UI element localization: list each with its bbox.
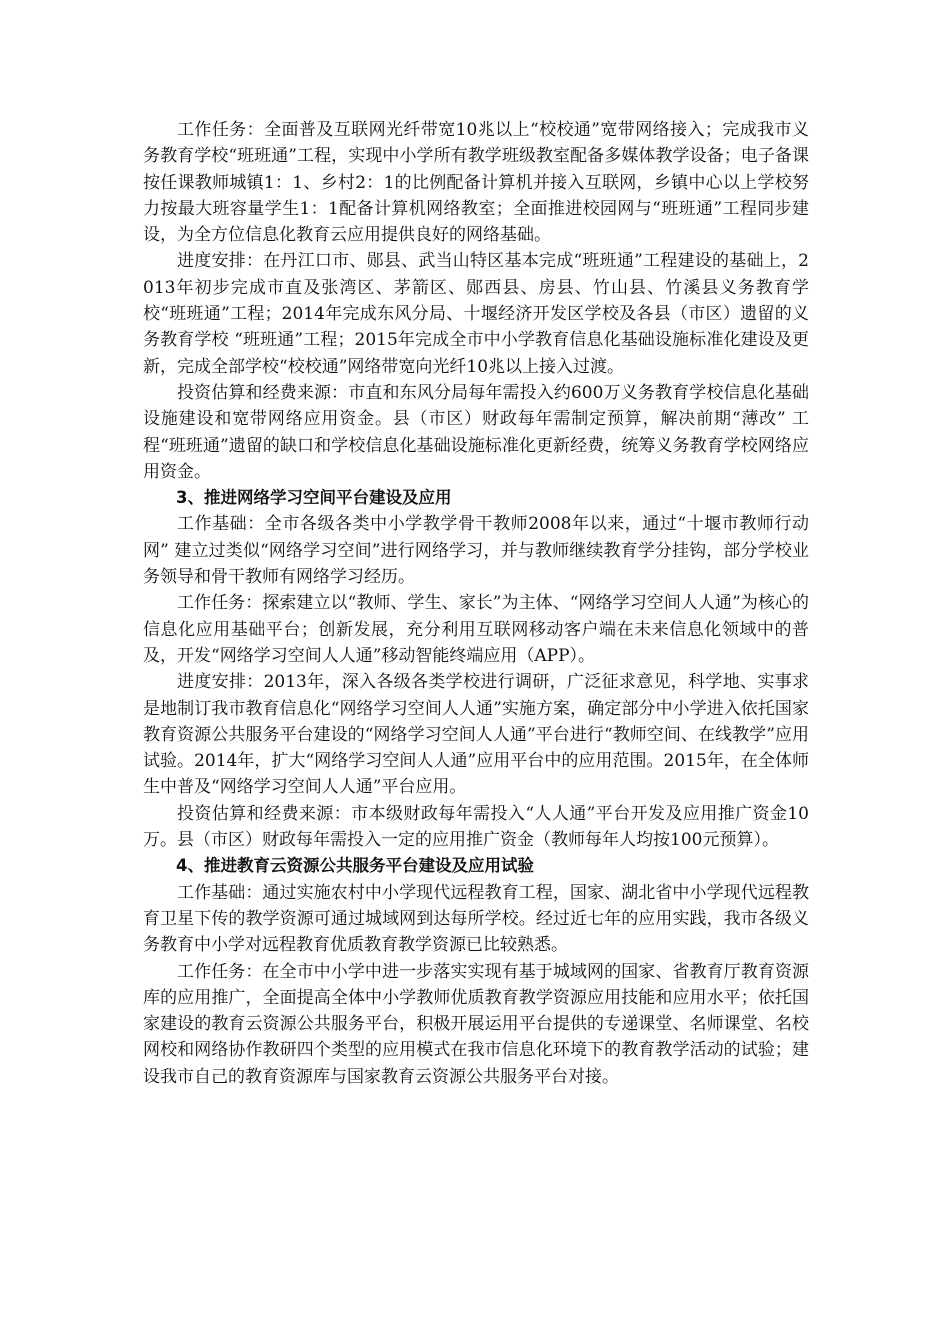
paragraph-work-tasks-cloud: 工作任务：在全市中小学中进一步落实实现有基于城域网的国家、省教育厅教育资源库的应用推广，全面提高全体中小学教师优质教育教学资源应用技能和应用水平；依托国家建设的教育云资源公共服务平台，积极开展运用平台提供的专递课堂、名师课堂、名校网校和网络协作教研四个类型的应用模式在我市信息化环境下的教育教学活动的试验；建设我市自己的教育资源库与国家教育云资源公共服务平台对接。 xyxy=(143,961,809,1087)
document-body xyxy=(143,117,809,1090)
section-heading-4: 4、推进教育云资源公共服务平台建设及应用试验 xyxy=(176,856,534,876)
paragraph-work-basis-cloud: 工作基础：通过实施农村中小学现代远程教育工程，国家、湖北省中小学现代远程教育卫星下传的教学资源可通过城域网到达每所学校。经过近七年的应用实践，我市各级义务教育中小学对远程教育优质教育教学资源已比较熟悉。 xyxy=(143,882,809,956)
paragraph-work-tasks-learning-space: 工作任务：探索建立以“教师、学生、家长”为主体、“网络学习空间人人通”为核心的信息化应用基础平台；创新发展，充分利用互联网移动客户端在未来信息化领域中的普及，开发“网络学习空间人人通”移动智能终端应用（APP）。 xyxy=(143,593,809,666)
paragraph-schedule-network: 进度安排：在丹江口市、郧县、武当山特区基本完成“班班通”工程建设的基础上，2013年初步完成市直及张湾区、茅箭区、郧西县、房县、竹山县、竹溪县义务教育学校“班班通”工程；2014年完成东风分局、十堰经济开发区学校及各县（市区）遗留的义务教育学校 “班班通”工程；2015年完成全市中小学教育信息化基础设施标准化建设及更新，完成全部学校“校校通”网络带宽向光纤10兆以上接入过渡。 xyxy=(143,251,809,377)
paragraph-funding-network: 投资估算和经费来源：市直和东风分局每年需投入约600万义务教育学校信息化基础设施建设和宽带网络应用资金。县（市区）财政每年需制定预算，解决前期“薄改” 工程“班班通”遗留的缺口和学校信息化基础设施标准化更新经费，统筹义务教育学校网络应用资金。 xyxy=(143,382,809,482)
paragraph-work-tasks-network: 工作任务：全面普及互联网光纤带宽10兆以上“校校通”宽带网络接入；完成我市义务教育学校“班班通”工程，实现中小学所有教学班级教室配备多媒体教学设备；电子备课按任课教师城镇1：1、乡村2：1的比例配备计算机并接入互联网，乡镇中心以上学校努力按最大班容量学生1：1配备计算机网络教室；全面推进校园网与“班班通”工程同步建设，为全方位信息化教育云应用提供良好的网络基础。 xyxy=(143,120,809,246)
paragraph-funding-learning-space: 投资估算和经费来源：市本级财政每年需投入“人人通”平台开发及应用推广资金10万。县（市区）财政每年需投入一定的应用推广资金（教师每年人均按100元预算）。 xyxy=(143,803,809,851)
paragraph-schedule-learning-space: 进度安排：2013年，深入各级各类学校进行调研，广泛征求意见，科学地、实事求是地制订我市教育信息化“网络学习空间人人通”实施方案，确定部分中小学进入依托国家教育资源公共服务平台建设的“网络学习空间人人通”平台进行“教师空间、在线教学”应用试验。2014年，扩大“网络学习空间人人通”应用平台中的应用范围。2015年，在全体师生中普及“网络学习空间人人通”平台应用。 xyxy=(143,672,809,798)
paragraph-work-basis-learning-space: 工作基础：全市各级各类中小学教学骨干教师2008年以来，通过“十堰市教师行动网” 建立过类似“网络学习空间”进行网络学习，并与教师继续教育学分挂钩，部分学校业务领导和骨干教师有网络学习经历。 xyxy=(143,514,809,588)
section-heading-3: 3、推进网络学习空间平台建设及应用 xyxy=(176,488,452,508)
